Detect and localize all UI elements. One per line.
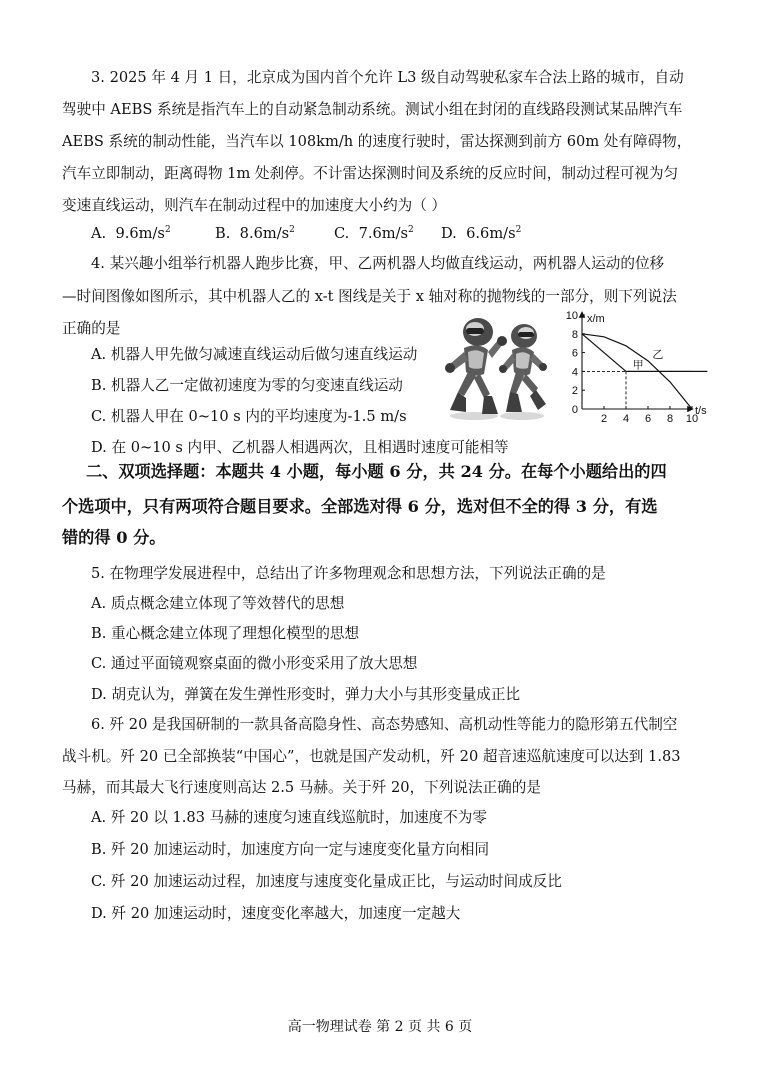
- q6-line-3: 马赫，而其最大飞行速度则高达 2.5 马赫。关于歼 20，下列说法正确的是: [62, 779, 541, 796]
- x-tick-label: 8: [666, 413, 674, 425]
- q5-option-b: B. 重心概念建立体现了理想化模型的思想: [91, 625, 360, 642]
- q6-option-d: D. 歼 20 加速运动时，速度变化率越大，加速度一定越大: [91, 905, 461, 922]
- y-tick-label: 8: [571, 328, 578, 341]
- q3-option-b: B. $8.6m/s^2$: [215, 225, 295, 242]
- q4-option-b: B. 机器人乙一定做初速度为零的匀变速直线运动: [91, 377, 403, 394]
- q4-line-1: 4. 某兴趣小组举行机器人跑步比赛，甲、乙两机器人均做直线运动，两机器人运动的位移: [91, 255, 665, 272]
- q5-option-d: D. 胡克认为，弹簧在发生弹性形变时，弹力大小与其形变量成正比: [91, 686, 521, 703]
- q6-option-a: A. 歼 20 以 1.83 马赫的速度匀速直线巡航时，加速度不为零: [91, 809, 487, 826]
- section2-heading-line-2: 个选项中，只有两项符合题目要求。全部选对得 6 分，选对但不全的得 3 分，有选: [62, 497, 658, 516]
- robots-illustration: [444, 312, 550, 422]
- x-tick-label: 10: [685, 413, 699, 425]
- q5-option-a: A. 质点概念建立体现了等效替代的思想: [91, 595, 345, 612]
- robot-left-icon: [445, 318, 507, 414]
- robot-right-icon: [499, 324, 547, 412]
- y-tick-label: 2: [571, 385, 578, 398]
- y-tick-label: 4: [571, 366, 578, 379]
- q6-line-2: 战斗机。歼 20 已全部换装“中国心”，也就是国产发动机，歼 20 超音速巡航速度可以达到 1.83: [62, 748, 681, 765]
- y-axis-label: x/m: [587, 313, 605, 325]
- section2-heading-line-1: 二、双项选择题：本题共 4 小题，每小题 6 分，共 24 分。在每个小题给出的四: [86, 462, 667, 481]
- y-tick-label: 0: [571, 404, 578, 416]
- q3-option-c: C. $7.6m/s^2$: [334, 225, 414, 242]
- q4-line-3: 正确的是: [62, 320, 121, 337]
- x-tick-label: 4: [622, 413, 630, 425]
- q4-option-c: C. 机器人甲在 0~10 s 内的平均速度为-1.5 m/s: [91, 408, 407, 425]
- q5-option-c: C. 通过平面镜观察桌面的微小形变采用了放大思想: [91, 655, 418, 672]
- q3-line-4: 汽车立即制动，距离碍物 1m 处刹停。不计雷达探测时间及系统的反应时间，制动过程可视为匀: [62, 165, 679, 182]
- q3-option-d: D. $6.6m/s^2$: [441, 225, 522, 242]
- series-label-jia: 甲: [632, 359, 644, 372]
- x-tick-label: 6: [644, 413, 652, 425]
- q3-line-2: 驾驶中 AEBS 系统是指汽车上的自动紧急制动系统。测试小组在封闭的直线路段测试某品牌汽车: [62, 101, 683, 118]
- q3-line-3: AEBS 系统的制动性能，当汽车以 108km/h 的速度行驶时，雷达探测到前方 60m 处有障碍物，: [62, 133, 692, 150]
- y-tick-label: 10: [565, 310, 578, 322]
- q6-option-c: C. 歼 20 加速运动过程，加速度与速度变化量成正比，与运动时间成反比: [91, 873, 562, 890]
- q3-option-a: A. $9.6m/s^2$: [91, 225, 171, 242]
- q6-line-1: 6. 歼 20 是我国研制的一款具备高隐身性、高态势感知、高机动性等能力的隐形第五代制空: [91, 716, 678, 733]
- q3-options: [0, 224, 760, 244]
- robot-shadow-right: [500, 412, 544, 420]
- x-tick-label: 2: [600, 413, 608, 425]
- q5-stem: 5. 在物理学发展进程中，总结出了许多物理观念和思想方法，下列说法正确的是: [91, 565, 606, 582]
- q6-option-b: B. 歼 20 加速运动时，加速度方向一定与速度变化量方向相同: [91, 841, 490, 858]
- q3-line-1: 3. 2025 年 4 月 1 日，北京成为国内首个允许 L3 级自动驾驶私家车合法上路的城市，自动: [91, 69, 684, 86]
- xt-graph: [556, 306, 716, 428]
- q4-line-2: —时间图像如图所示，其中机器人乙的 x-t 图线是关于 x 轴对称的抛物线的一部分，则下列说法: [62, 288, 677, 305]
- q3-line-5: 变速直线运动，则汽车在制动过程中的加速度大小约为（ ）: [62, 197, 447, 214]
- q4-option-a: A. 机器人甲先做匀减速直线运动后做匀速直线运动: [91, 346, 418, 363]
- x-axis-label: t/s: [695, 405, 707, 417]
- section2-heading-line-3: 错的得 0 分。: [62, 528, 166, 547]
- y-tick-label: 6: [571, 347, 578, 360]
- series-label-yi: 乙: [652, 349, 664, 362]
- page-footer: 高一物理试卷 第 2 页 共 6 页: [287, 1019, 473, 1035]
- q4-option-d: D. 在 0~10 s 内甲、乙机器人相遇两次，且相遇时速度可能相等: [91, 439, 509, 456]
